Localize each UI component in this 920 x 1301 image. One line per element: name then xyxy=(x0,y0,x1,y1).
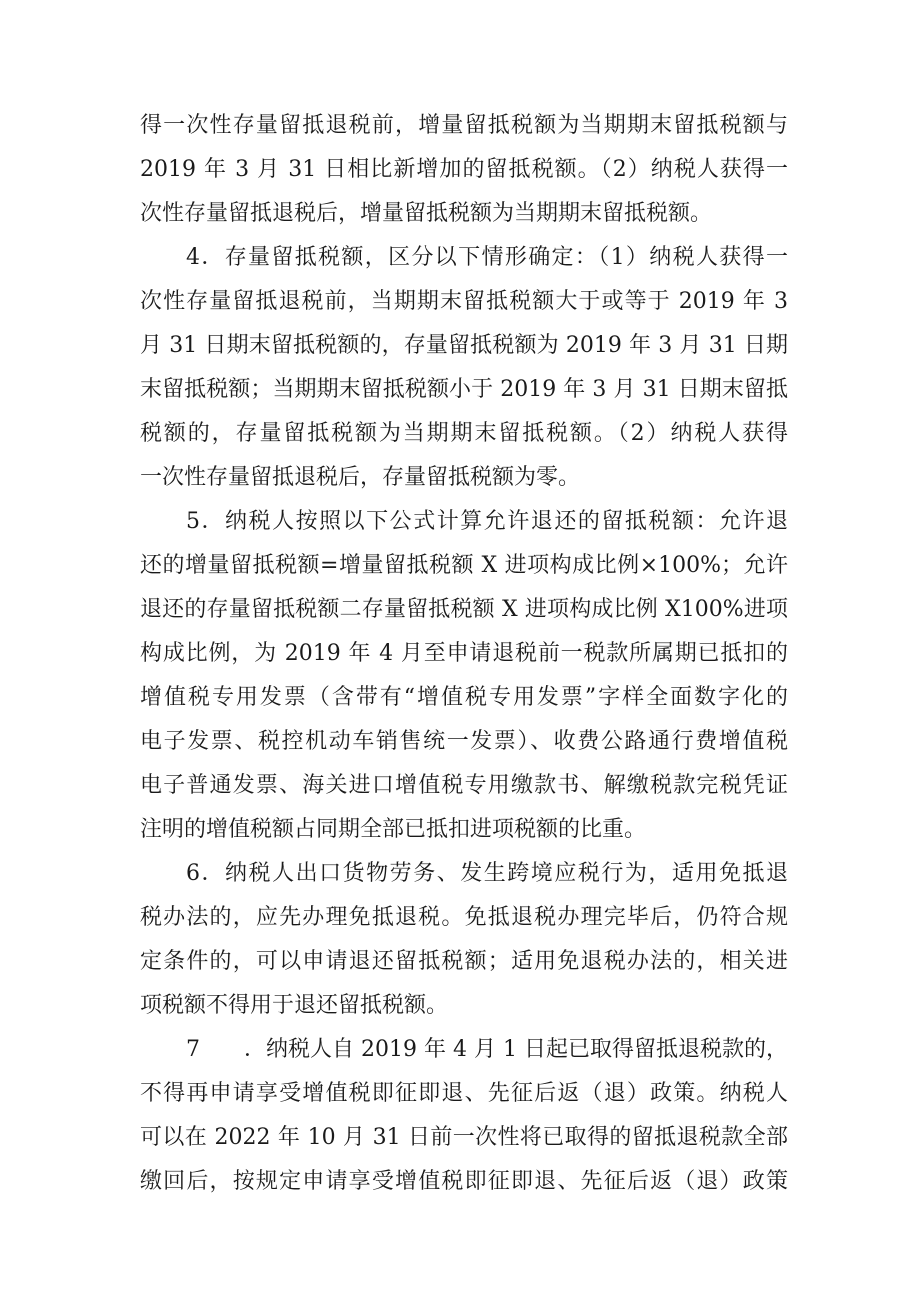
paragraph-6 xyxy=(140,852,788,1028)
paragraph-7 xyxy=(140,1028,788,1204)
text-line: 得一次性存量留抵退税前，增量留抵税额为当期期末留抵税额与 xyxy=(140,113,788,138)
text-line: 7 ．纳税人自 2019 年 4 月 1 日起已取得留抵退税款的， xyxy=(186,1037,788,1062)
text-line: 一次性存量留抵退税后，存量留抵税额为零。 xyxy=(140,465,581,490)
text-line: 6．纳税人出口货物劳务、发生跨境应税行为，适用免抵退 xyxy=(186,861,788,886)
text-line: 电子发票、税控机动车销售统一发票）、收费公路通行费增值税 xyxy=(140,729,788,754)
text-line: 税办法的，应先办理免抵退税。免抵退税办理完毕后，仍符合规 xyxy=(140,905,788,930)
text-line: 项税额不得用于退还留抵税额。 xyxy=(140,993,449,1018)
text-line: 缴回后，按规定申请享受增值税即征即退、先征后返（退）政策 xyxy=(140,1169,788,1194)
text-line: 定条件的，可以申请退还留抵税额；适用免退税办法的，相关进 xyxy=(140,949,788,974)
text-line: 次性存量留抵退税前，当期期末留抵税额大于或等于 2019 年 3 xyxy=(140,289,788,314)
text-line: 次性存量留抵退税后，增量留抵税额为当期期末留抵税额。 xyxy=(140,201,713,226)
paragraph-4 xyxy=(140,236,788,500)
text-line: 税额的，存量留抵税额为当期期末留抵税额。（2）纳税人获得 xyxy=(140,421,788,446)
text-line: 注明的增值税额占同期全部已抵扣进项税额的比重。 xyxy=(140,817,647,842)
document-body xyxy=(140,104,788,1204)
paragraph-5 xyxy=(140,500,788,852)
text-line: 可以在 2022 年 10 月 31 日前一次性将已取得的留抵退税款全部 xyxy=(140,1125,788,1150)
text-line: 月 31 日期末留抵税额的，存量留抵税额为 2019 年 3 月 31 日期 xyxy=(140,333,788,358)
text-line: 2019 年 3 月 31 日相比新增加的留抵税额。（2）纳税人获得一 xyxy=(140,157,788,182)
paragraph-3-continuation xyxy=(140,104,788,236)
text-line: 末留抵税额；当期期末留抵税额小于 2019 年 3 月 31 日期末留抵 xyxy=(140,377,788,402)
text-line: 5．纳税人按照以下公式计算允许退还的留抵税额：允许退 xyxy=(186,509,788,534)
text-line: 还的增量留抵税额=增量留抵税额 X 进项构成比例×100%；允许 xyxy=(140,553,788,578)
text-line: 退还的存量留抵税额二存量留抵税额 X 进项构成比例 X100%进项 xyxy=(140,597,788,622)
text-line: 不得再申请享受增值税即征即退、先征后返（退）政策。纳税人 xyxy=(140,1081,788,1106)
text-line: 构成比例，为 2019 年 4 月至申请退税前一税款所属期已抵扣的 xyxy=(140,641,788,666)
text-line: 4．存量留抵税额，区分以下情形确定：（1）纳税人获得一 xyxy=(186,245,788,270)
text-line: 电子普通发票、海关进口增值税专用缴款书、解缴税款完税凭证 xyxy=(140,773,788,798)
text-line: 增值税专用发票（含带有“增值税专用发票”字样全面数字化的 xyxy=(140,685,788,710)
